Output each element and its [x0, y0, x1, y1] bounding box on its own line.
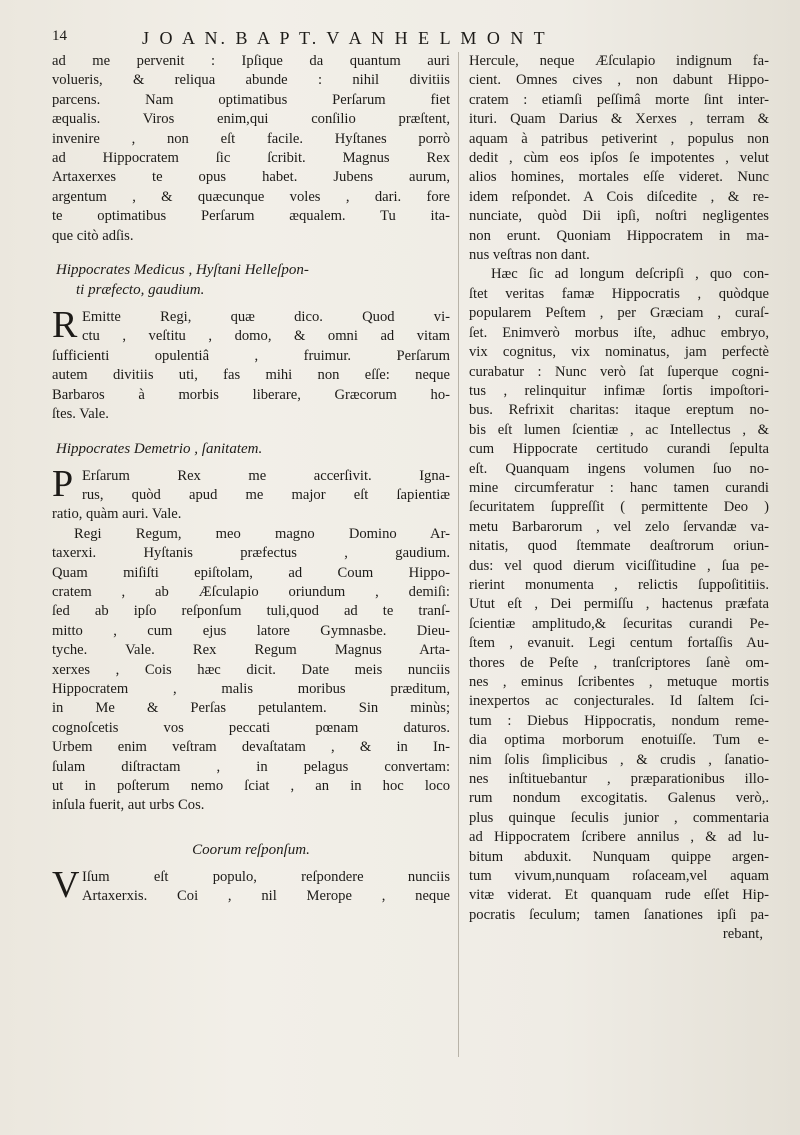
- page-number: 14: [52, 28, 67, 44]
- text-line: plus quinque ſeculis junior , commentaria: [469, 809, 769, 826]
- letter-heading: Hippocrates Medicus , Hyſtani Helleſpon-: [56, 262, 309, 279]
- text-line: ctu , veſtitu , domo, & omni ad vitam: [82, 328, 450, 345]
- text-line: invenire , non eſt facile. Hyſtanes porrò: [52, 130, 450, 147]
- text-line: tum vivum,nunquam roſaceam,vel aquam: [469, 868, 769, 885]
- text-line: ad Hippocratem ſcribere annilus , & ad lu-: [469, 829, 769, 846]
- column-divider: [458, 52, 459, 1057]
- text-line: ituri. Quam Darius & Xerxes , terram &: [469, 111, 769, 128]
- text-line: Artaxerxis. Coi , nil Merope , neque: [82, 888, 450, 905]
- text-line: bitum abduxit. Nunquam quippe argen-: [469, 848, 769, 865]
- spacer: [52, 459, 450, 467]
- text-line: Urbem enim veſtram devaſtatam , & in In-: [52, 739, 450, 756]
- letter-heading: Coorum reſponſum.: [192, 841, 310, 858]
- text-line: dedit , cùm eos ipſos ſe impotentes , velut: [469, 150, 769, 167]
- text-line: tus , relinquitur infimæ ſortis impoſtori-: [469, 382, 769, 399]
- text-line: autem divitiis uti, fas mihi non eſſe: neque: [52, 367, 450, 384]
- text-line: ſed ab ipſo reſponſum tuli,quod ad te tranſ-: [52, 603, 450, 620]
- text-line: mine circumferatur : hanc tamen curandi: [469, 479, 769, 496]
- text-line: in Me & Perſas petulantem. Sin minùs;: [52, 700, 450, 717]
- text-line: inſula fuerit, aut urbs Cos.: [52, 797, 205, 814]
- text-line: ut in poſterum nemo ſciat , an in hoc loco: [52, 778, 450, 794]
- text-line: aquam à patribus petiverint , populus non: [469, 130, 769, 147]
- text-line: idem reſpondet. A Cois diſcedite , & re-: [469, 188, 769, 205]
- text-line: dia optima morborum enotuiſſe. Tum e-: [469, 732, 769, 749]
- text-line: nim ſolis ſimplicibus , & crudis , ſanatio-: [469, 751, 769, 768]
- text-line: metu Barbarorum , vel zelo ſervandæ va-: [469, 518, 769, 535]
- text-line: eſt. Quanquam ingens volumen ſuo no-: [469, 460, 769, 477]
- text-line: pocratis ſeculum; tamen ſanationes ipſi pa-: [469, 906, 769, 923]
- text-line: Erſarum Rex me accerſivit. Igna-: [82, 467, 450, 484]
- text-line: tum : Diebus Hippocratis, nondum reme-: [469, 712, 769, 729]
- text-line: ſtet veritas famæ Hippocratis , quòdque: [469, 285, 769, 302]
- text-line: argentum , & quæcunque voles , dari. fore: [52, 188, 450, 205]
- text-line: Artaxerxes te opus habet. Jubens aurum,: [52, 169, 450, 186]
- text-line: ſtes. Vale.: [52, 406, 109, 423]
- text-line: ſulam diſtractam , in pelagus convertam:: [52, 758, 450, 775]
- spacer: [52, 246, 450, 260]
- text-line: tyche. Vale. Rex Regum Magnus Arta-: [52, 642, 450, 659]
- text-line: cratem , ab Æſculapio oriundum , demiſi:: [52, 583, 450, 600]
- running-header: [52, 28, 762, 50]
- text-line: popularem Peſtem , per Græciam , curaſ-: [469, 305, 769, 322]
- spacer: [52, 860, 450, 868]
- text-line: cum Hippocrate certitudo curandi ſepulta: [469, 441, 769, 458]
- text-line: xerxes , Cois hæc dicit. Date meis nunciis: [52, 661, 450, 678]
- text-line: vitæ viderat. Et quanquam rude eſſet Hip-: [469, 887, 769, 904]
- text-line: Quam miſiſti epiſtolam, ad Coum Hippo-: [52, 564, 450, 581]
- right-column: [469, 52, 769, 945]
- drop-cap: R: [52, 304, 78, 347]
- text-line: Emitte Regi, quæ dico. Quod vi-: [82, 309, 450, 326]
- text-line: rus, quòd apud me major eſt ſapientiæ: [82, 486, 450, 503]
- running-title: J O A N. B A P T. V A N H E L M O N T: [142, 28, 548, 48]
- text-line: cient. Omnes cives , non dabunt Hippo-: [469, 72, 769, 89]
- text-line: Utut eſt , Dei permiſſu , hactenus præfata: [469, 596, 769, 613]
- text-line: ſtem , evanuit. Legi centum fortaſſis Au-: [469, 635, 769, 652]
- text-line: nunciate, quòd Dii ipſi, noſtri negligentes: [469, 208, 769, 225]
- drop-cap: P: [52, 462, 74, 505]
- text-line: cognoſcetis vos peccati pœnam daturos.: [52, 719, 450, 736]
- spacer: [52, 300, 450, 308]
- text-line: vix cognitus, vix nominatus, jam perfectè: [469, 344, 769, 361]
- text-line: bis eſt lumen ſcientiæ , ac Intellectus , &: [469, 421, 769, 438]
- text-line: mitto , cum ejus latore Gymnasbe. Dieu-: [52, 622, 450, 639]
- spacer: [52, 425, 450, 439]
- letter-heading: Hippocrates Demetrio , ſanitatem.: [56, 440, 263, 457]
- text-line: taxerxi. Hyſtanis præfectus , gaudium.: [52, 545, 450, 562]
- drop-cap: V: [52, 863, 80, 906]
- text-line: æqualis. Viros enim,qui conſilio præſtent,: [52, 111, 450, 128]
- text-line: Barbaros à morbis liberare, Græcorum ho-: [52, 386, 450, 403]
- text-line: alios homines, mortales eſſe videret. Nunc: [469, 169, 769, 186]
- text-line: ſufficienti opulentiâ , fruimur. Perſarum: [52, 347, 450, 364]
- text-line: rum nondum excogitatis. Galenus verò,.: [469, 790, 769, 807]
- spacer: [52, 816, 450, 840]
- text-line: Hercule, neque Æſculapio indignum fa-: [469, 53, 769, 69]
- text-line: Regi Regum, meo magno Domino Ar-: [74, 525, 450, 542]
- text-line: thores de Peſte , tranſcriptores ſanè om-: [469, 654, 769, 671]
- text-line: Iſum eſt populo, reſpondere nunciis: [82, 868, 450, 885]
- text-line: te optimatibus Perſarum æqualem. Tu ita-: [52, 208, 450, 225]
- catchword: rebant,: [722, 926, 763, 943]
- text-line: ratio, quàm auri. Vale.: [52, 506, 182, 523]
- text-line: bus. Refrixit charitas: itaque ereptum no-: [469, 402, 769, 419]
- text-line: ad Hippocratem ſic ſcribit. Magnus Rex: [52, 150, 450, 167]
- text-line: parcens. Nam optimatibus Perſarum fiet: [52, 91, 450, 108]
- text-line: nus veſtras non dant.: [469, 247, 590, 264]
- left-column: [52, 52, 450, 907]
- text-line: dus: vel quod dierum viciſſitudine , ſua pe-: [469, 557, 769, 574]
- text-line: inexpertos ac conjecturales. Id ſaltem ſci-: [469, 693, 769, 710]
- text-line: nes inſtituebantur , præparationibus illo-: [469, 771, 769, 788]
- text-line: ad me pervenit : Ipſique da quantum auri: [52, 53, 450, 69]
- text-line: ſcientiæ amplitudo,& ſecuritas curandi Pe-: [469, 615, 769, 632]
- text-line: curabatur : Nunc verò ſat ſuperque cogni-: [469, 363, 769, 380]
- text-line: volueris, & reliqua abunde : nihil divitiis: [52, 72, 450, 89]
- text-line: que citò adſis.: [52, 227, 134, 244]
- text-line: rierint monumenta , relictis ſuppoſititiis.: [469, 576, 769, 593]
- text-line: nes , eminus ſcribentes , metuque mortis: [469, 674, 769, 690]
- text-line: Hæc ſic ad longum deſcripſi , quo con-: [491, 266, 769, 283]
- text-line: ſet. Enimverò morbus iſte, adhuc embryo,: [469, 324, 769, 341]
- text-line: Hippocratem , malis moribus præditum,: [52, 680, 450, 697]
- text-line: ſecuritatem ſuppreſſit ( permittente Deo ): [469, 499, 769, 516]
- text-line: cratem : etiamſi peſſimâ morte ſint inter-: [469, 91, 769, 108]
- text-line: nitatis, quod ſtemmate deaſtrorum oriun-: [469, 538, 769, 555]
- text-line: non erunt. Quoniam Hippocratem in ma-: [469, 227, 769, 244]
- letter-heading: ti præfecto, gaudium.: [76, 282, 205, 299]
